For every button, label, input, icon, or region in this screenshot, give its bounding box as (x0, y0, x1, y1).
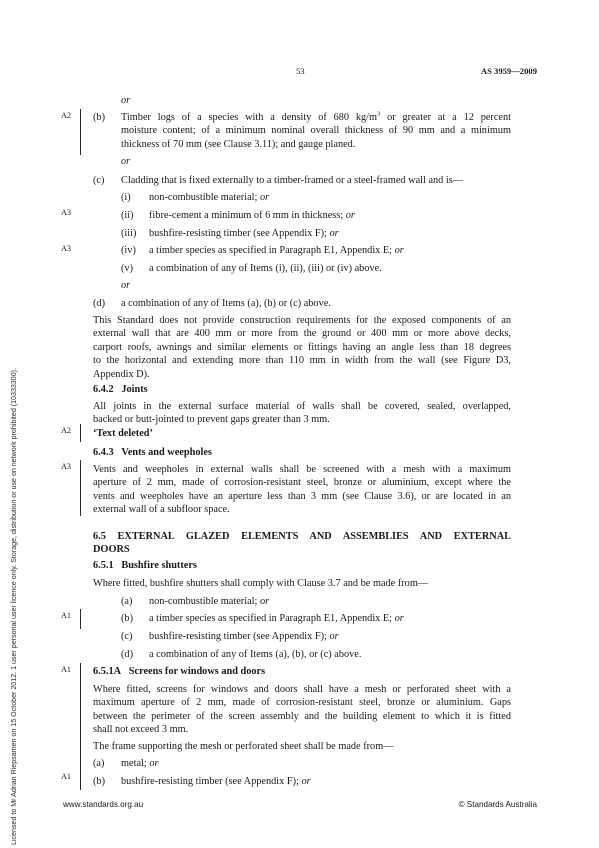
amendment-mark: A2 (61, 111, 72, 120)
footer-publisher: © Standards Australia (458, 800, 537, 809)
paragraph-vents: Vents and weepholes in external walls shall be screened with a mesh with a maximum aperture of 2 mm, made of corrosion-resistant steel, bronze or aluminium, except where the vents and weepholes have an aperture less than 3 mm (see Clause 3.6), or are located in an external wall of a subfloor space. (93, 464, 511, 516)
subitem-label: (i) (121, 192, 131, 203)
section-heading-6-5: 6.5 EXTERNAL GLAZED ELEMENTS AND ASSEMBLIES AND EXTERNAL DOORS (93, 531, 511, 556)
amendment-bar (80, 424, 81, 442)
frame-item-text: bushfire-resisting timber (see Appendix F); or (121, 776, 311, 787)
amendment-bar (80, 663, 81, 773)
subitem-label: (ii) (121, 210, 134, 221)
item-c-text: Cladding that is fixed externally to a timber-framed or a steel-framed wall and is— (121, 175, 464, 186)
item-label: (d) (93, 298, 106, 309)
or-connector: or (121, 280, 131, 291)
subitem-text: bushfire-resisting timber (see Appendix F); or (149, 228, 339, 239)
amendment-mark: A1 (61, 665, 72, 674)
standard-number: AS 3959—2009 (480, 66, 537, 76)
subitem-label: (v) (121, 263, 134, 274)
shutter-item-text: bushfire-resisting timber (see Appendix F); or (149, 631, 339, 642)
item-b-line3: thickness of 70 mm (see Clause 3.11); and gauge planed. (121, 138, 356, 150)
section-heading-6-5-1: 6.5.1 Bushfire shutters (93, 560, 197, 571)
paragraph-frame: The frame supporting the mesh or perforated sheet shall be made from— (93, 741, 394, 752)
item-label: (b) (93, 112, 106, 123)
item-b-line1: Timber logs of a species with a density of 680 $kg/m^3$ or greater at a 12 percent (121, 110, 511, 123)
shutter-item-label: (a) (121, 596, 133, 607)
paragraph-screens: Where fitted, screens for windows and doors shall have a mesh or perforated sheet with a maximum aperture of 2 mm, made of corrosion-resistant steel, bronze or aluminium. Gaps between the perimeter of the screen assembly and the building element to which it is fitted shall not exceed 3 mm. (93, 684, 511, 736)
amendment-mark: A3 (61, 462, 72, 471)
amendment-bar (80, 460, 81, 516)
subitem-label: (iv) (121, 245, 136, 256)
amendment-bar (80, 609, 81, 629)
shutter-item-label: (d) (121, 649, 134, 660)
footer-website-link[interactable]: www.standards.org.au (63, 800, 144, 809)
subitem-text: non-combustible material; or (149, 192, 270, 203)
frame-item-text: metal; or (121, 758, 159, 769)
text-deleted-note: ‘Text deleted’ (93, 428, 153, 439)
frame-item-label: (a) (93, 758, 105, 769)
paragraph-joints: All joints in the external surface material of walls shall be covered, sealed, overlapped, backed or butt-jointed to prevent gaps greater than 3 mm. (93, 401, 511, 426)
shutter-item-text: a timber species as specified in Paragraph E1, Appendix E; or (149, 613, 404, 624)
item-label: (c) (93, 175, 105, 186)
item-d-text: a combination of any of Items (a), (b) or (c) above. (121, 298, 331, 309)
item-b-text (121, 111, 511, 151)
section-heading-6-4-2: 6.4.2 Joints (93, 384, 148, 395)
amendment-bar (80, 109, 81, 155)
shutter-item-text: non-combustible material; or (149, 596, 270, 607)
licence-notice: Licensed to Mr Adrian Riepsamen on 15 October 2012. 1 user personal user licence only. Storage, distribution or use on network prohibited (10333300). (10, 367, 18, 845)
subitem-text: fibre-cement a minimum of 6 mm in thickness; or (149, 210, 355, 221)
amendment-mark: A1 (61, 772, 72, 781)
shutter-item-label: (b) (121, 613, 134, 624)
item-b-line2: moisture content; of a minimum nominal overall thickness of 90 mm and a minimum (121, 125, 511, 137)
amendment-mark: A3 (61, 244, 72, 253)
subitem-text: a combination of any of Items (i), (ii), (iii) or (iv) above. (149, 263, 382, 274)
amendment-mark: A2 (61, 426, 72, 435)
shutter-item-label: (c) (121, 631, 133, 642)
amendment-mark: A3 (61, 208, 72, 217)
or-connector: or (121, 95, 131, 106)
section-heading-6-4-3: 6.4.3 Vents and weepholes (93, 447, 212, 458)
amendment-mark: A1 (61, 611, 72, 620)
frame-item-label: (b) (93, 776, 106, 787)
subitem-text: a timber species as specified in Paragraph E1, Appendix E; or (149, 245, 404, 256)
page-number: 53 (296, 66, 305, 76)
or-connector: or (121, 156, 131, 167)
amendment-bar (80, 770, 81, 790)
section-heading-6-5-1a: 6.5.1A Screens for windows and doors (93, 666, 266, 677)
shutter-item-text: a combination of any of Items (a), (b), or (c) above. (149, 649, 362, 660)
paragraph-shutters: Where fitted, bushfire shutters shall comply with Clause 3.7 and be made from— (93, 578, 429, 589)
paragraph-exposed-components: This Standard does not provide construction requirements for the exposed components of an external wall that are 400 mm or more from the ground or 400 mm or more above decks, carport roofs, awnings and similar elements or fittings having an angle less than 18 degrees to the horizontal and extending more than 110 mm in width from the wall (see Figure D3, Appendix D). (93, 315, 511, 380)
subitem-label: (iii) (121, 228, 137, 239)
